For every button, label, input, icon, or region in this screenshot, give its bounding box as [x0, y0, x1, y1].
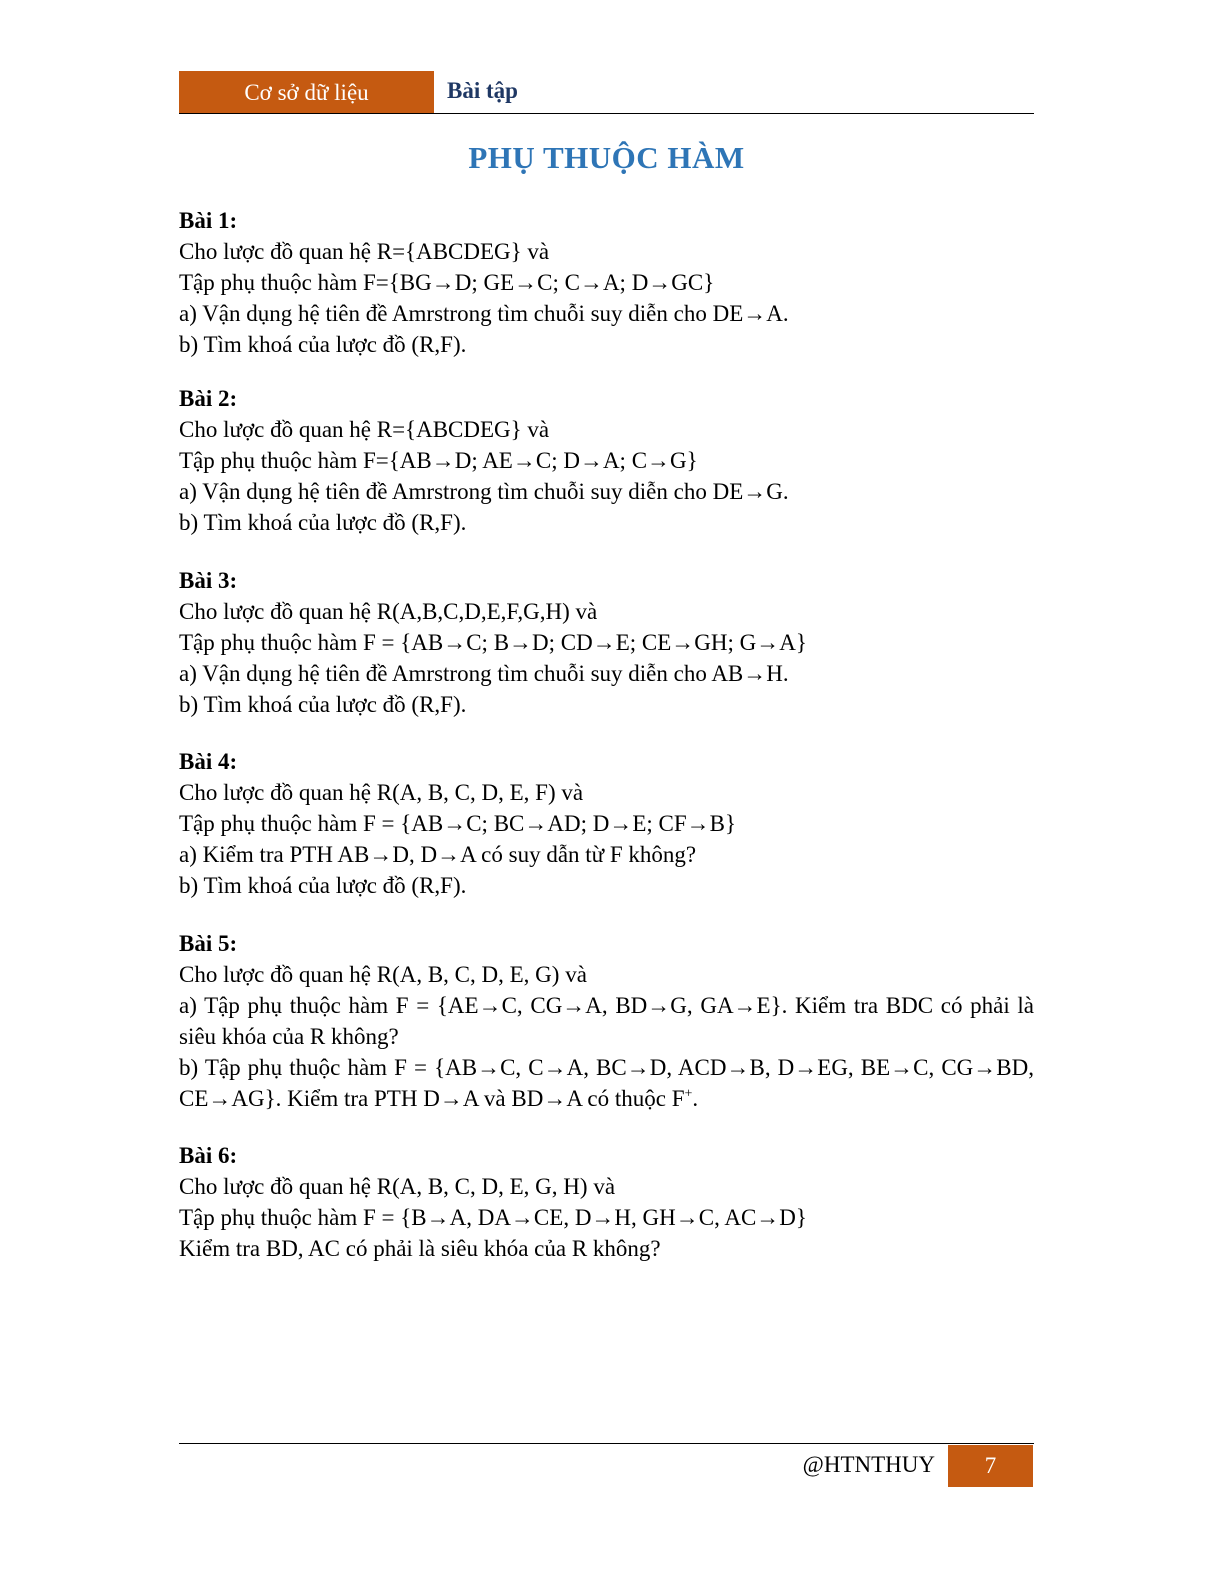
- exercise-line: Tập phụ thuộc hàm F = {AB→C; BC→AD; D→E; CF→B}: [179, 811, 737, 836]
- exercise-line: b) Tìm khoá của lược đồ (R,F).: [179, 332, 467, 357]
- header-divider: [179, 113, 1034, 114]
- exercise-line: Cho lược đồ quan hệ R={ABCDEG} và: [179, 239, 550, 264]
- exercise-part-a: a) Tập phụ thuộc hàm F = {AE→C, CG→A, BD→G, GA→E}. Kiểm tra BDC có phải là siêu khóa của R không?: [179, 993, 1034, 1049]
- exercise-line: a) Vận dụng hệ tiên đề Amrstrong tìm chuỗi suy diễn cho DE→G.: [179, 479, 789, 504]
- exercise-line: a) Kiểm tra PTH AB→D, D→A có suy dẫn từ F không?: [179, 842, 697, 867]
- exercise-heading: Bài 4:: [179, 749, 238, 774]
- exercise-line: Tập phụ thuộc hàm F={AB→D; AE→C; D→A; C→G}: [179, 448, 698, 473]
- exercise-3: [179, 565, 1034, 720]
- exercise-heading: Bài 6:: [179, 1143, 238, 1168]
- exercise-part-b-end: .: [692, 1086, 699, 1111]
- course-label: Cơ sở dữ liệu: [179, 71, 434, 114]
- exercise-part-b: [179, 1052, 1034, 1114]
- exercise-line: Cho lược đồ quan hệ R(A, B, C, D, E, F) và: [179, 780, 584, 805]
- exercise-4: [179, 746, 1034, 901]
- exercise-1: [179, 205, 1034, 360]
- exercise-line: Cho lược đồ quan hệ R(A, B, C, D, E, G) và: [179, 962, 587, 987]
- footer-divider: [179, 1443, 1034, 1444]
- footer-author: @HTNTHUY: [802, 1452, 935, 1477]
- exercise-line: Tập phụ thuộc hàm F={BG→D; GE→C; C→A; D→GC}: [179, 270, 715, 295]
- exercise-heading: Bài 1:: [179, 208, 238, 233]
- page-title: PHỤ THUỘC HÀM: [468, 140, 745, 175]
- page-number: 7: [948, 1445, 1033, 1487]
- exercise-line: b) Tìm khoá của lược đồ (R,F).: [179, 510, 467, 535]
- exercise-line: Cho lược đồ quan hệ R={ABCDEG} và: [179, 417, 550, 442]
- section-label: Bài tập: [447, 78, 518, 103]
- exercise-line: a) Vận dụng hệ tiên đề Amrstrong tìm chuỗi suy diễn cho DE→A.: [179, 301, 789, 326]
- exercise-heading: Bài 5:: [179, 931, 238, 956]
- exercise-list: [179, 205, 1034, 1264]
- exercise-line: Tập phụ thuộc hàm F = {AB→C; B→D; CD→E; CE→GH; G→A}: [179, 630, 807, 655]
- exercise-line: Cho lược đồ quan hệ R(A,B,C,D,E,F,G,H) và: [179, 599, 598, 624]
- exercise-line: Cho lược đồ quan hệ R(A, B, C, D, E, G, H) và: [179, 1174, 616, 1199]
- exercise-line: Tập phụ thuộc hàm F = {B→A, DA→CE, D→H, GH→C, AC→D}: [179, 1205, 807, 1230]
- exercise-2: [179, 383, 1034, 538]
- exercise-line: b) Tìm khoá của lược đồ (R,F).: [179, 692, 467, 717]
- exercise-line: Kiểm tra BD, AC có phải là siêu khóa của R không?: [179, 1236, 661, 1261]
- exercise-heading: Bài 2:: [179, 386, 238, 411]
- exercise-line: a) Vận dụng hệ tiên đề Amrstrong tìm chuỗi suy diễn cho AB→H.: [179, 661, 789, 686]
- closure-superscript: +: [684, 1086, 693, 1102]
- exercise-heading: Bài 3:: [179, 568, 238, 593]
- exercise-6: [179, 1140, 1034, 1264]
- exercise-part-b-text: b) Tập phụ thuộc hàm F = {AB→C, C→A, BC→D, ACD→B, D→EG, BE→C, CG→BD, CE→AG}. Kiểm tra PTH D→A và BD→A có thuộc F: [179, 1055, 1034, 1111]
- exercise-line: b) Tìm khoá của lược đồ (R,F).: [179, 873, 467, 898]
- exercise-5: [179, 928, 1034, 1114]
